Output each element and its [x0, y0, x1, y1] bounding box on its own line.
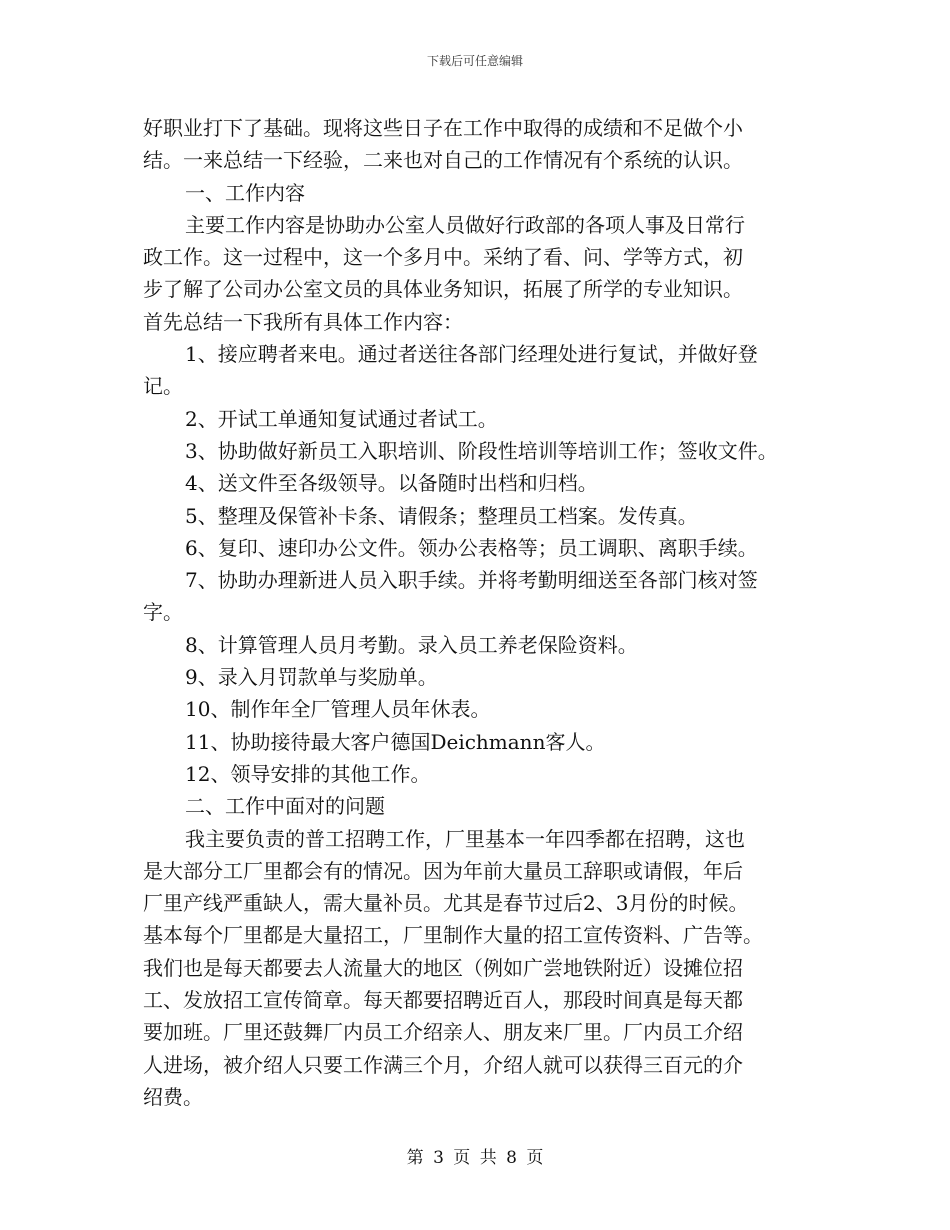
text-line: 步了解了公司办公室文员的具体业务知识，拓展了所学的专业知识。: [143, 277, 743, 302]
page-header-note: 下载后可任意编辑: [426, 54, 523, 68]
text-line: 绍费。: [143, 1084, 203, 1109]
text-line: 基本每个厂里都是大量招工，厂里制作大量的招工宣传资料、广告等。: [143, 923, 763, 948]
text-line: 首先总结一下我所有具体工作内容：: [143, 309, 463, 334]
text-line: 我们也是每天都要去人流量大的地区（例如广尝地铁附近）设摊位招: [143, 955, 743, 980]
list-item: 7、协助办理新进人员入职手续。并将考勤明细送至各部门核对签: [185, 568, 758, 593]
text-line: 我主要负责的普工招聘工作，厂里基本一年四季都在招聘，这也: [185, 826, 745, 851]
list-item: 2、开试工单通知复试通过者试工。: [185, 406, 498, 431]
text-line: 人进场，被介绍人只要工作满三个月，介绍人就可以获得三百元的介: [143, 1052, 743, 1077]
list-item-continuation: 字。: [143, 600, 183, 625]
list-item: 8、计算管理人员月考勤。录入员工养老保险资料。: [185, 632, 638, 657]
text-line: 要加班。厂里还鼓舞厂内员工介绍亲人、朋友来厂里。厂内员工介绍: [143, 1020, 743, 1045]
text-line: 政工作。这一过程中，这一个多月中。采纳了看、问、学等方式，初: [143, 245, 743, 270]
page-number-footer: 第 3 页 共 8 页: [406, 1148, 544, 1168]
list-item: 11、协助接待最大客户德国Deichmann客人。: [185, 729, 606, 754]
text-line: 工、发放招工宣传简章。每天都要招聘近百人，那段时间真是每天都: [143, 988, 743, 1013]
body-text: [143, 112, 833, 1113]
list-item: 3、协助做好新员工入职培训、阶段性培训等培训工作；签收文件。: [185, 438, 778, 463]
list-item: 4、送文件至各级领导。以备随时出档和归档。: [185, 471, 598, 496]
list-item: 6、复印、速印办公文件。领办公表格等；员工调职、离职手续。: [185, 535, 758, 560]
list-item: 10、制作年全厂管理人员年休表。: [185, 697, 491, 722]
list-item-continuation: 记。: [143, 374, 183, 399]
text-line: 结。一来总结一下经验，二来也对自己的工作情况有个系统的认识。: [143, 148, 743, 173]
text-line: 好职业打下了基础。现将这些日子在工作中取得的成绩和不足做个小: [143, 116, 743, 140]
list-item: 9、录入月罚款单与奖励单。: [185, 665, 438, 690]
text-line: 是大部分工厂里都会有的情况。因为年前大量员工辞职或请假，年后: [143, 858, 743, 883]
document-body: [143, 112, 833, 1113]
list-item: 1、接应聘者来电。通过者送往各部门经理处进行复试，并做好登: [185, 342, 758, 367]
list-item: 5、整理及保管补卡条、请假条；整理员工档案。发传真。: [185, 503, 698, 528]
list-item: 12、领导安排的其他工作。: [185, 761, 431, 786]
text-line: 主要工作内容是协助办公室人员做好行政部的各项人事及日常行: [185, 212, 745, 237]
text-line: 厂里产线严重缺人，需大量补员。尤其是春节过后2、3月份的时候。: [143, 891, 749, 916]
section-heading-problems: 二、工作中面对的问题: [185, 794, 385, 819]
section-heading-work-content: 一、工作内容: [185, 180, 305, 205]
